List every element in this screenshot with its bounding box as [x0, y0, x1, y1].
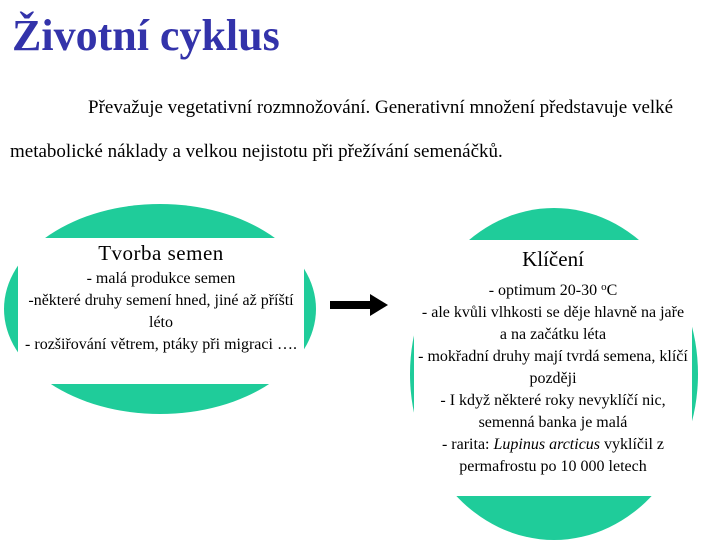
rarity-prefix: - rarita: [441, 436, 494, 453]
intro-paragraph: Převažuje vegetativní rozmnožování. Generativní množení představuje velké metabolické náklady a velkou nejistotu při přežívání semenáčků. [10, 97, 674, 162]
right-arrow-icon [330, 294, 388, 316]
optimum-unit: C [606, 282, 618, 299]
germination-item: - ale kvůli vlhkosti se děje hlavně na jaře a na začátku léta [421, 304, 685, 343]
germination-box [414, 240, 692, 496]
rarity-species: Lupinus arcticus [493, 436, 601, 453]
germination-rarity [418, 434, 688, 478]
seed-formation-item: - malá produkce semen [86, 270, 236, 287]
germination-item: - mokřadní druhy mají tvrdá semena, klíčí později [418, 348, 688, 387]
seed-formation-list [18, 268, 304, 356]
seed-formation-heading: Tvorba semen [98, 241, 224, 265]
optimum-text: - optimum 20-30 [488, 282, 602, 299]
germination-optimum [418, 276, 688, 302]
degree-sign: o [601, 281, 607, 293]
rarity-suffix: vyklíčil z permafrostu po 10 000 letech [459, 436, 665, 475]
germination-heading: Klíčení [522, 247, 584, 271]
germination-list [414, 276, 692, 478]
germination-item: - I když některé roky nevyklíčí nic, semenná banka je malá [440, 392, 666, 431]
seed-formation-item: -některé druhy semení hned, jiné až příští léto [28, 292, 294, 331]
page-title: Životní cyklus [12, 11, 280, 60]
seed-formation-box [18, 238, 304, 384]
seed-formation-item: - rozšiřování větrem, ptáky při migraci …. [25, 336, 297, 353]
